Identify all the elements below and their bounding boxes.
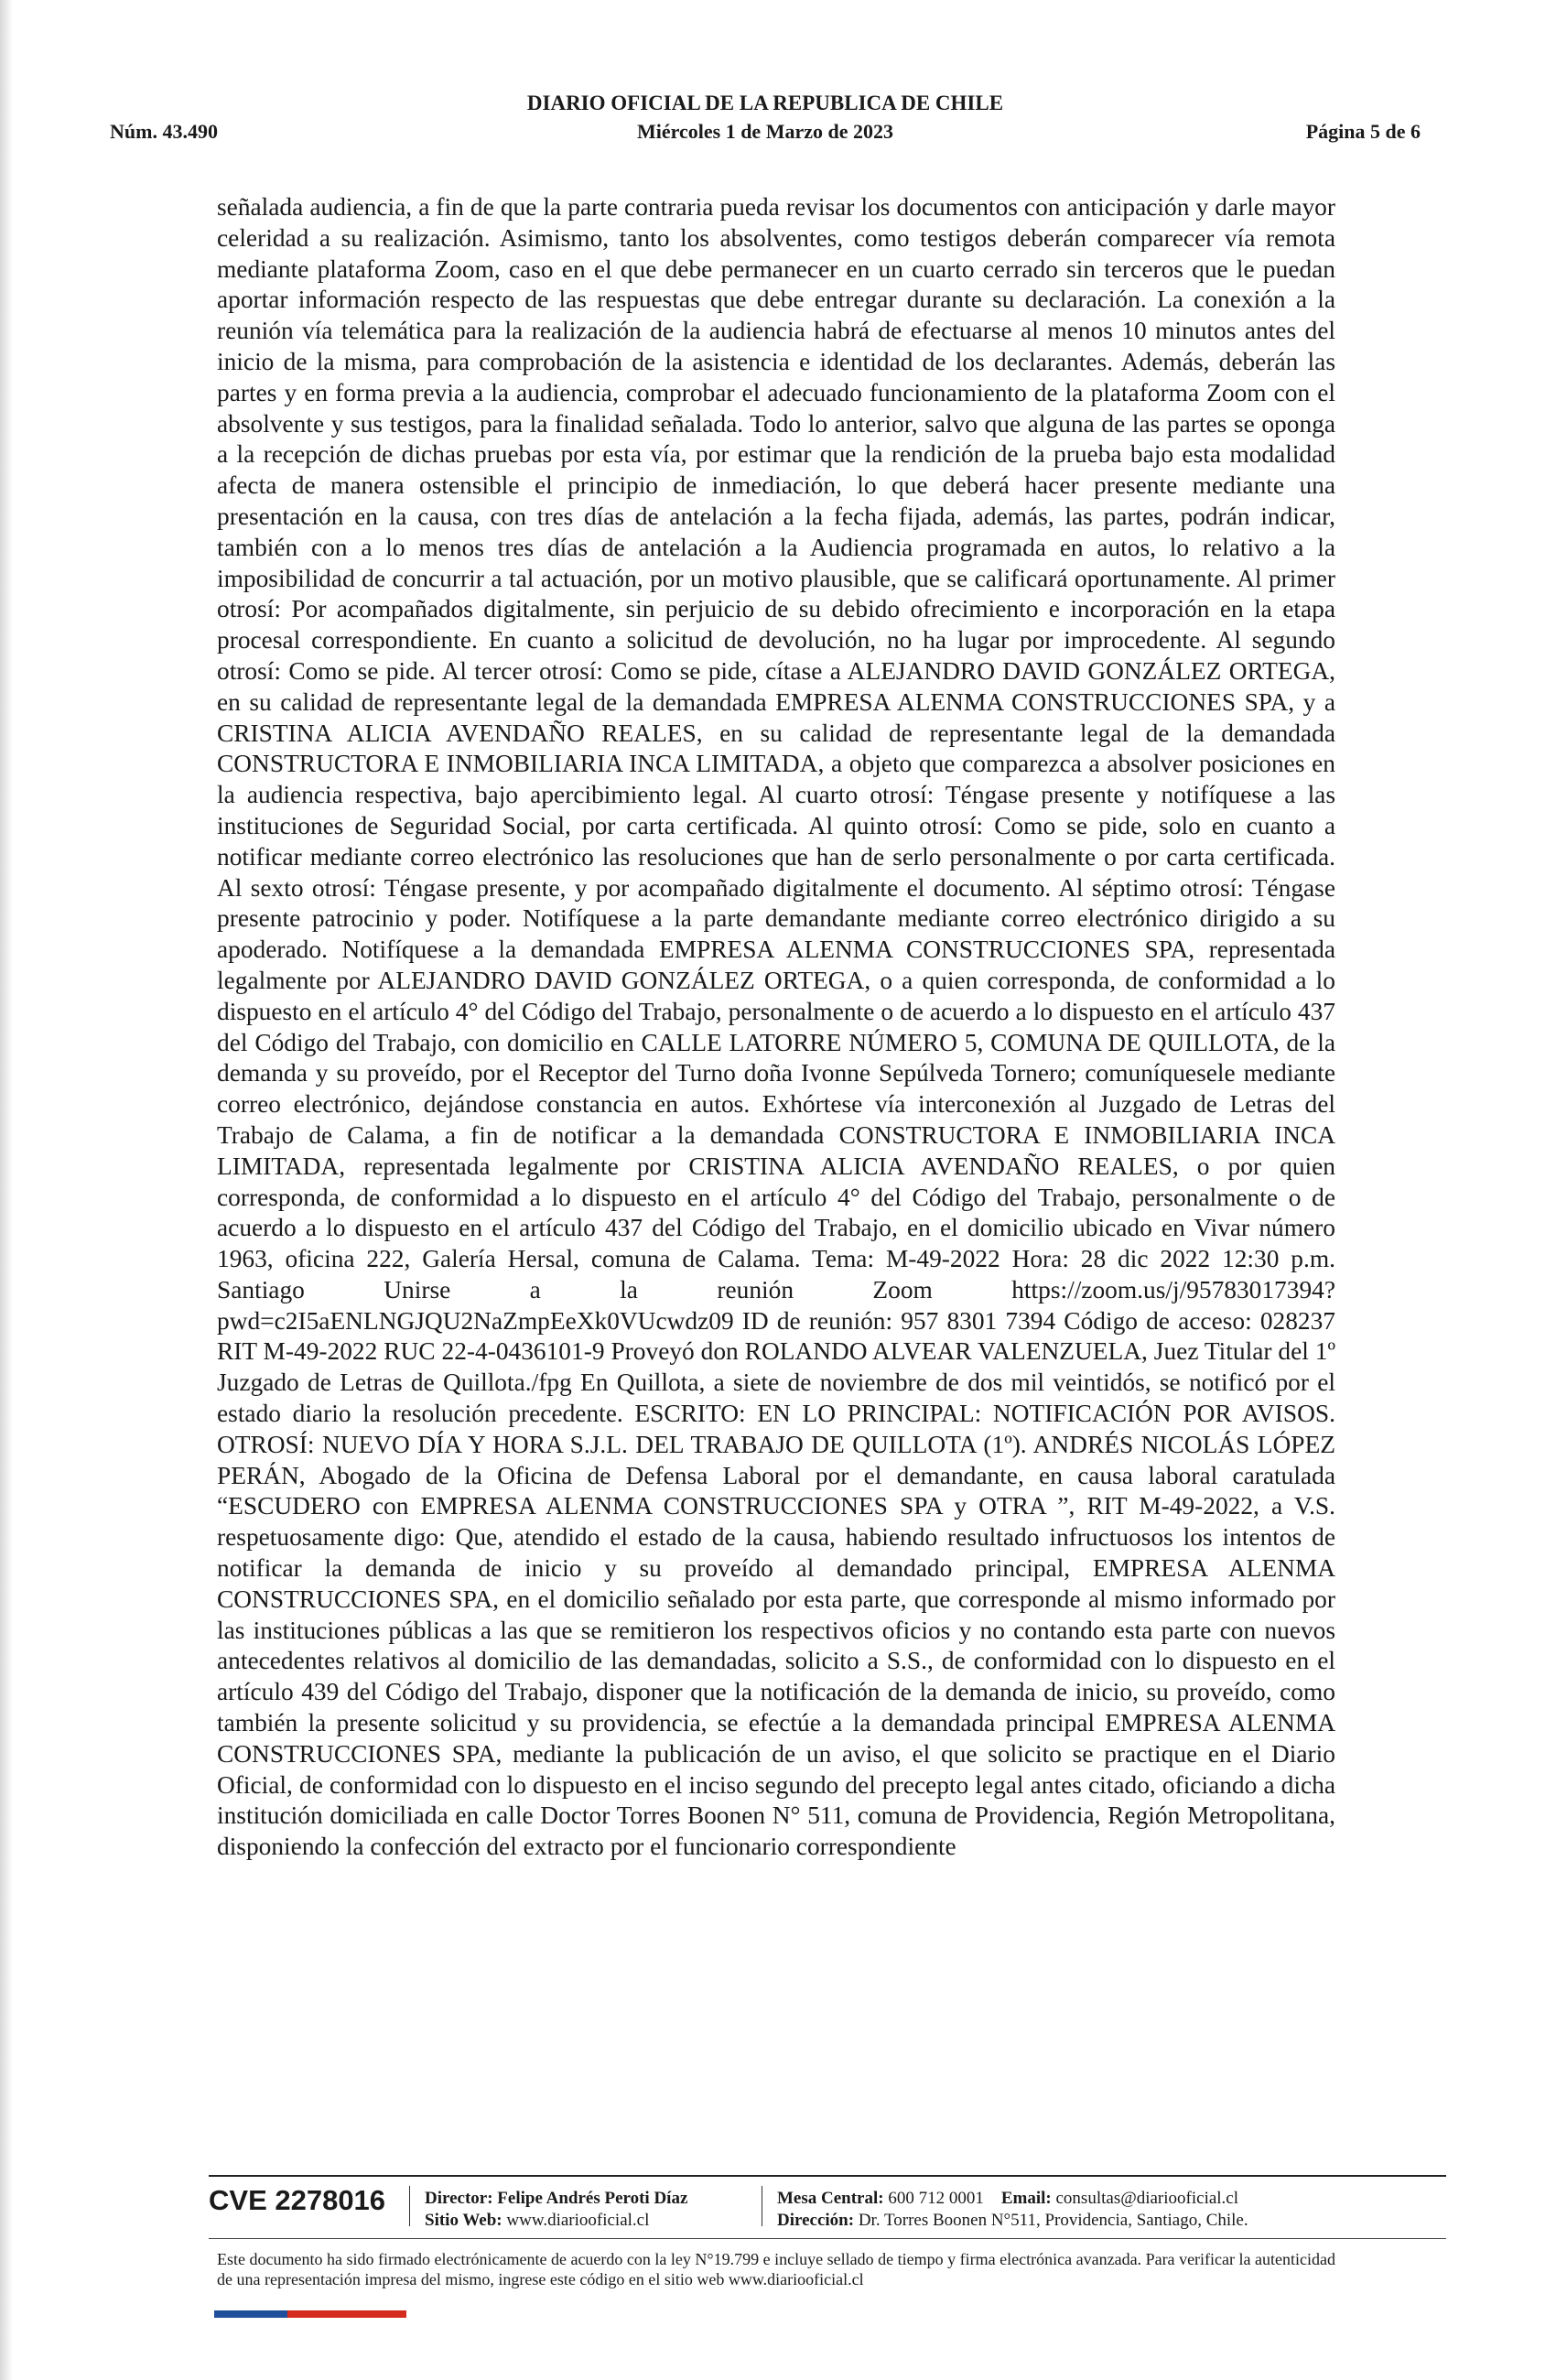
cve-code: CVE 2278016 xyxy=(209,2184,386,2216)
page-edge-shadow xyxy=(0,0,13,2380)
web-label: Sitio Web: xyxy=(425,2211,502,2230)
footer-contact-block xyxy=(777,2188,1248,2232)
footer-bottom-rule xyxy=(209,2238,1446,2239)
flag-red-segment xyxy=(287,2310,406,2318)
document-body: señalada audiencia, a fin de que la parte contraria pueda revisar los documentos con anticipación y darle mayor celeridad a su realización. Asimismo, tanto los absolventes, como testigos deberán comparecer vía remota mediante plataforma Zoom, caso en el que debe permanecer en un cuarto cerrado sin terceros que le puedan aportar información respecto de las respuestas que debe entregar durante su declaración. La conexión a la reunión vía telemática para la realización de la audiencia habrá de efectuarse al menos 10 minutos antes del inicio de la misma, para comprobación de la asistencia e identidad de los declarantes. Además, deberán las partes y en forma previa a la audiencia, comprobar el adecuado funcionamiento de la plataforma Zoom con el absolvente y sus testigos, para la finalidad señalada. Todo lo anterior, salvo que alguna de las partes se oponga a la recepción de dichas pruebas por esta vía, por estimar que la rendición de la prueba bajo esta modalidad afecta de manera ostensible el principio de inmediación, lo que deberá hacer presente mediante una presentación en la causa, con tres días de antelación a la fecha fijada, además, las partes, podrán indicar, también con a lo menos tres días de antelación a la Audiencia programada en autos, lo relativo a la imposibilidad de concurrir a tal actuación, por un motivo plausible, que se calificará oportunamente. Al primer otrosí: Por acompañados digitalmente, sin perjuicio de su debido ofrecimiento e incorporación en la etapa procesal correspondiente. En cuanto a solicitud de devolución, no ha lugar por improcedente. Al segundo otrosí: Como se pide. Al tercer otrosí: Como se pide, cítase a ALEJANDRO DAVID GONZÁLEZ ORTEGA, en su calidad de representante legal de la demandada EMPRESA ALENMA CONSTRUCCIONES SPA, y a CRISTINA ALICIA AVENDAÑO REALES, en su calidad de representante legal de la demandada CONSTRUCTORA E INMOBILIARIA INCA LIMITADA, a objeto que comparezca a absolver posiciones en la audiencia respectiva, bajo apercibimiento legal. Al cuarto otrosí: Téngase presente y notifíquese a las instituciones de Seguridad Social, por carta certificada. Al quinto otrosí: Como se pide, solo en cuanto a notificar mediante correo electrónico las resoluciones que han de serlo personalmente o por carta certificada. Al sexto otrosí: Téngase presente, y por acompañado digitalmente el documento. Al séptimo otrosí: Téngase presente patrocinio y poder. Notifíquese a la parte demandante mediante correo electrónico dirigido a su apoderado. Notifíquese a la demandada EMPRESA ALENMA CONSTRUCCIONES SPA, representada legalmente por ALEJANDRO DAVID GONZÁLEZ ORTEGA, o a quien corresponda, de conformidad a lo dispuesto en el artículo 4° del Código del Trabajo, personalmente o de acuerdo a lo dispuesto en el artículo 437 del Código del Trabajo, con domicilio en CALLE LATORRE NÚMERO 5, COMUNA DE QUILLOTA, de la demanda y su proveído, por el Receptor del Turno doña Ivonne Sepúlveda Tornero; comuníquesele mediante correo electrónico, dejándose constancia en autos. Exhórtese vía interconexión al Juzgado de Letras del Trabajo de Calama, a fin de notificar a la demandada CONSTRUCTORA E INMOBILIARIA INCA LIMITADA, representada legalmente por CRISTINA ALICIA AVENDAÑO REALES, o por quien corresponda, de conformidad a lo dispuesto en el artículo 4° del Código del Trabajo, personalmente o de acuerdo a lo dispuesto en el artículo 437 del Código del Trabajo, en el domicilio ubicado en Vivar número 1963, oficina 222, Galería Hersal, comuna de Calama. Tema: M-49-2022 Hora: 28 dic 2022 12:30 p.m. Santiago Unirse a la reunión Zoom https://zoom.us/j/95783017394?pwd=c2I5aENLNGJQU2NaZmpEeXk0VUcwdz09 ID de reunión: 957 8301 7394 Código de acceso: 028237 RIT M-49-2022 RUC 22-4-0436101-9 Proveyó don ROLANDO ALVEAR VALENZUELA, Juez Titular del 1º Juzgado de Letras de Quillota./fpg En Quillota, a siete de noviembre de dos mil veintidós, se notificó por el estado diario la resolución precedente. ESCRITO: EN LO PRINCIPAL: NOTIFICACIÓN POR AVISOS. OTROSÍ: NUEVO DÍA Y HORA S.J.L. DEL TRABAJO DE QUILLOTA (1º). ANDRÉS NICOLÁS LÓPEZ PERÁN, Abogado de la Oficina de Defensa Laboral por el demandante, en causa laboral caratulada “ESCUDERO con EMPRESA ALENMA CONSTRUCCIONES SPA y OTRA ”, RIT M-49-2022, a V.S. respetuosamente digo: Que, atendido el estado de la causa, habiendo resultado infructuosos los intentos de notificar la demanda de inicio y su proveído al demandado principal, EMPRESA ALENMA CONSTRUCCIONES SPA, en el domicilio señalado por esta parte, que corresponde al mismo informado por las instituciones públicas a las que se remitieron los respectivos oficios y no contando esta parte con nuevos antecedentes relativos al domicilio de las demandadas, solicito a S.S., de conformidad con lo dispuesto en el artículo 439 del Código del Trabajo, disponer que la notificación de la demanda de inicio, su proveído, como también la presente solicitud y su providencia, se efectúe a la demandada principal EMPRESA ALENMA CONSTRUCCIONES SPA, mediante la publicación de un aviso, el que solicito se practique en el Diario Oficial, de conformidad con lo dispuesto en el inciso segundo del precepto legal antes citado, oficiando a dicha institución domiciliada en calle Doctor Torres Boonen N° 511, comuna de Providencia, Región Metropolitana, disponiendo la confección del extracto por el funcionario correspondiente xyxy=(217,193,1335,1861)
issue-number: Núm. 43.490 xyxy=(110,120,218,143)
address-label: Dirección: xyxy=(777,2211,855,2230)
footer-separator xyxy=(409,2186,410,2226)
signature-disclaimer: Este documento ha sido firmado electrónicamente de acuerdo con la ley N°19.799 e incluye sellado de tiempo y firma electrónica avanzada. Para verificar la autenticidad de una representación impresa del mismo, ingrese este código en el sitio web www.diariooficial.cl xyxy=(217,2250,1335,2288)
phone-number: 600 712 0001 xyxy=(888,2189,984,2208)
footer-top-rule xyxy=(209,2175,1446,2177)
page-header xyxy=(110,92,1421,148)
email-link[interactable]: consultas@diariooficial.cl xyxy=(1055,2189,1239,2208)
phone-label: Mesa Central: xyxy=(777,2189,884,2208)
flag-blue-segment xyxy=(214,2310,287,2318)
chile-flag-stripe xyxy=(214,2310,406,2318)
address-text: Dr. Torres Boonen N°511, Providencia, Santiago, Chile. xyxy=(858,2211,1248,2230)
email-label: Email: xyxy=(1000,2189,1052,2208)
footer-director-block xyxy=(425,2188,687,2232)
director-label: Director: xyxy=(425,2189,493,2208)
web-link[interactable]: www.diariooficial.cl xyxy=(506,2211,650,2230)
publication-title: DIARIO OFICIAL DE LA REPUBLICA DE CHILE xyxy=(526,92,1004,114)
page-number: Página 5 de 6 xyxy=(1305,120,1421,143)
issue-date: Miércoles 1 de Marzo de 2023 xyxy=(636,120,893,143)
director-name: Felipe Andrés Peroti Díaz xyxy=(497,2189,688,2208)
